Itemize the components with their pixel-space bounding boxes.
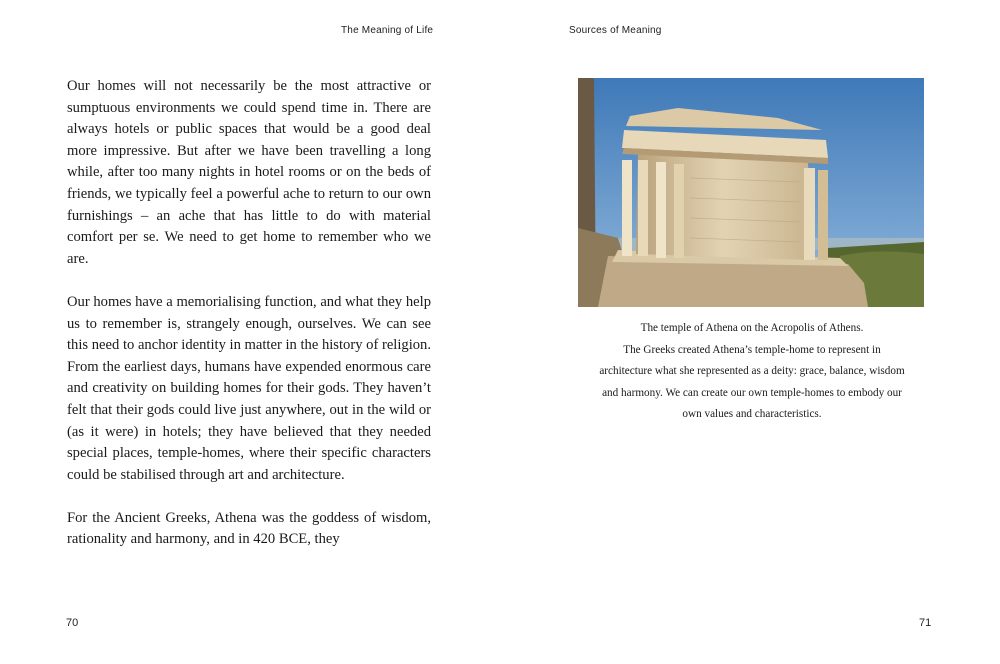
right-page bbox=[500, 0, 1000, 664]
caption-line-5: own values and characteristics. bbox=[682, 408, 822, 420]
temple-of-athena-photo bbox=[578, 78, 924, 307]
caption-line-3: architecture what she represented as a deity: grace, balance, wisdom bbox=[599, 365, 905, 377]
page-number-left: 70 bbox=[66, 617, 79, 629]
paragraph-2: Our homes have a memorialising function, and what they help us to remember is, strangely enough, ourselves. We can see this need to anchor identity in matter in the history of religion. From the earliest days, humans have expended enormous care and creativity on building homes for their gods. They haven’t felt that their gods could live just anywhere, out in the wild or (as it were) in hotels; they have believed that they needed special places, temple-homes, where their specific characters could be stabilised through art and architecture. bbox=[67, 293, 431, 483]
page-number-right: 71 bbox=[919, 617, 932, 629]
caption-line-2: The Greeks created Athena’s temple-home to represent in bbox=[623, 343, 881, 356]
caption-line-1: The temple of Athena on the Acropolis of Athens. bbox=[640, 322, 864, 334]
paragraph-3: For the Ancient Greeks, Athena was the goddess of wisdom, rationality and harmony, and in 420 BCE, they bbox=[67, 509, 431, 548]
photo-caption bbox=[572, 318, 932, 426]
running-head-left: The Meaning of Life bbox=[341, 25, 434, 36]
paragraph-1: Our homes will not necessarily be the most attractive or sumptuous environments we could spend time in. There are always hotels or public spaces that would be a good deal more impressive. But after we have been travelling a long while, after too many nights in hotel rooms or on the beds of friends, we typically feel a powerful ache to return to our own furnishings – an ache that has little to do with material comfort per se. We need to get home to remember who we are. bbox=[67, 78, 431, 267]
caption-line-4: and harmony. We can create our own temple-homes to embody our bbox=[602, 386, 902, 399]
body-text bbox=[67, 76, 431, 551]
running-head-right: Sources of Meaning bbox=[569, 25, 662, 36]
